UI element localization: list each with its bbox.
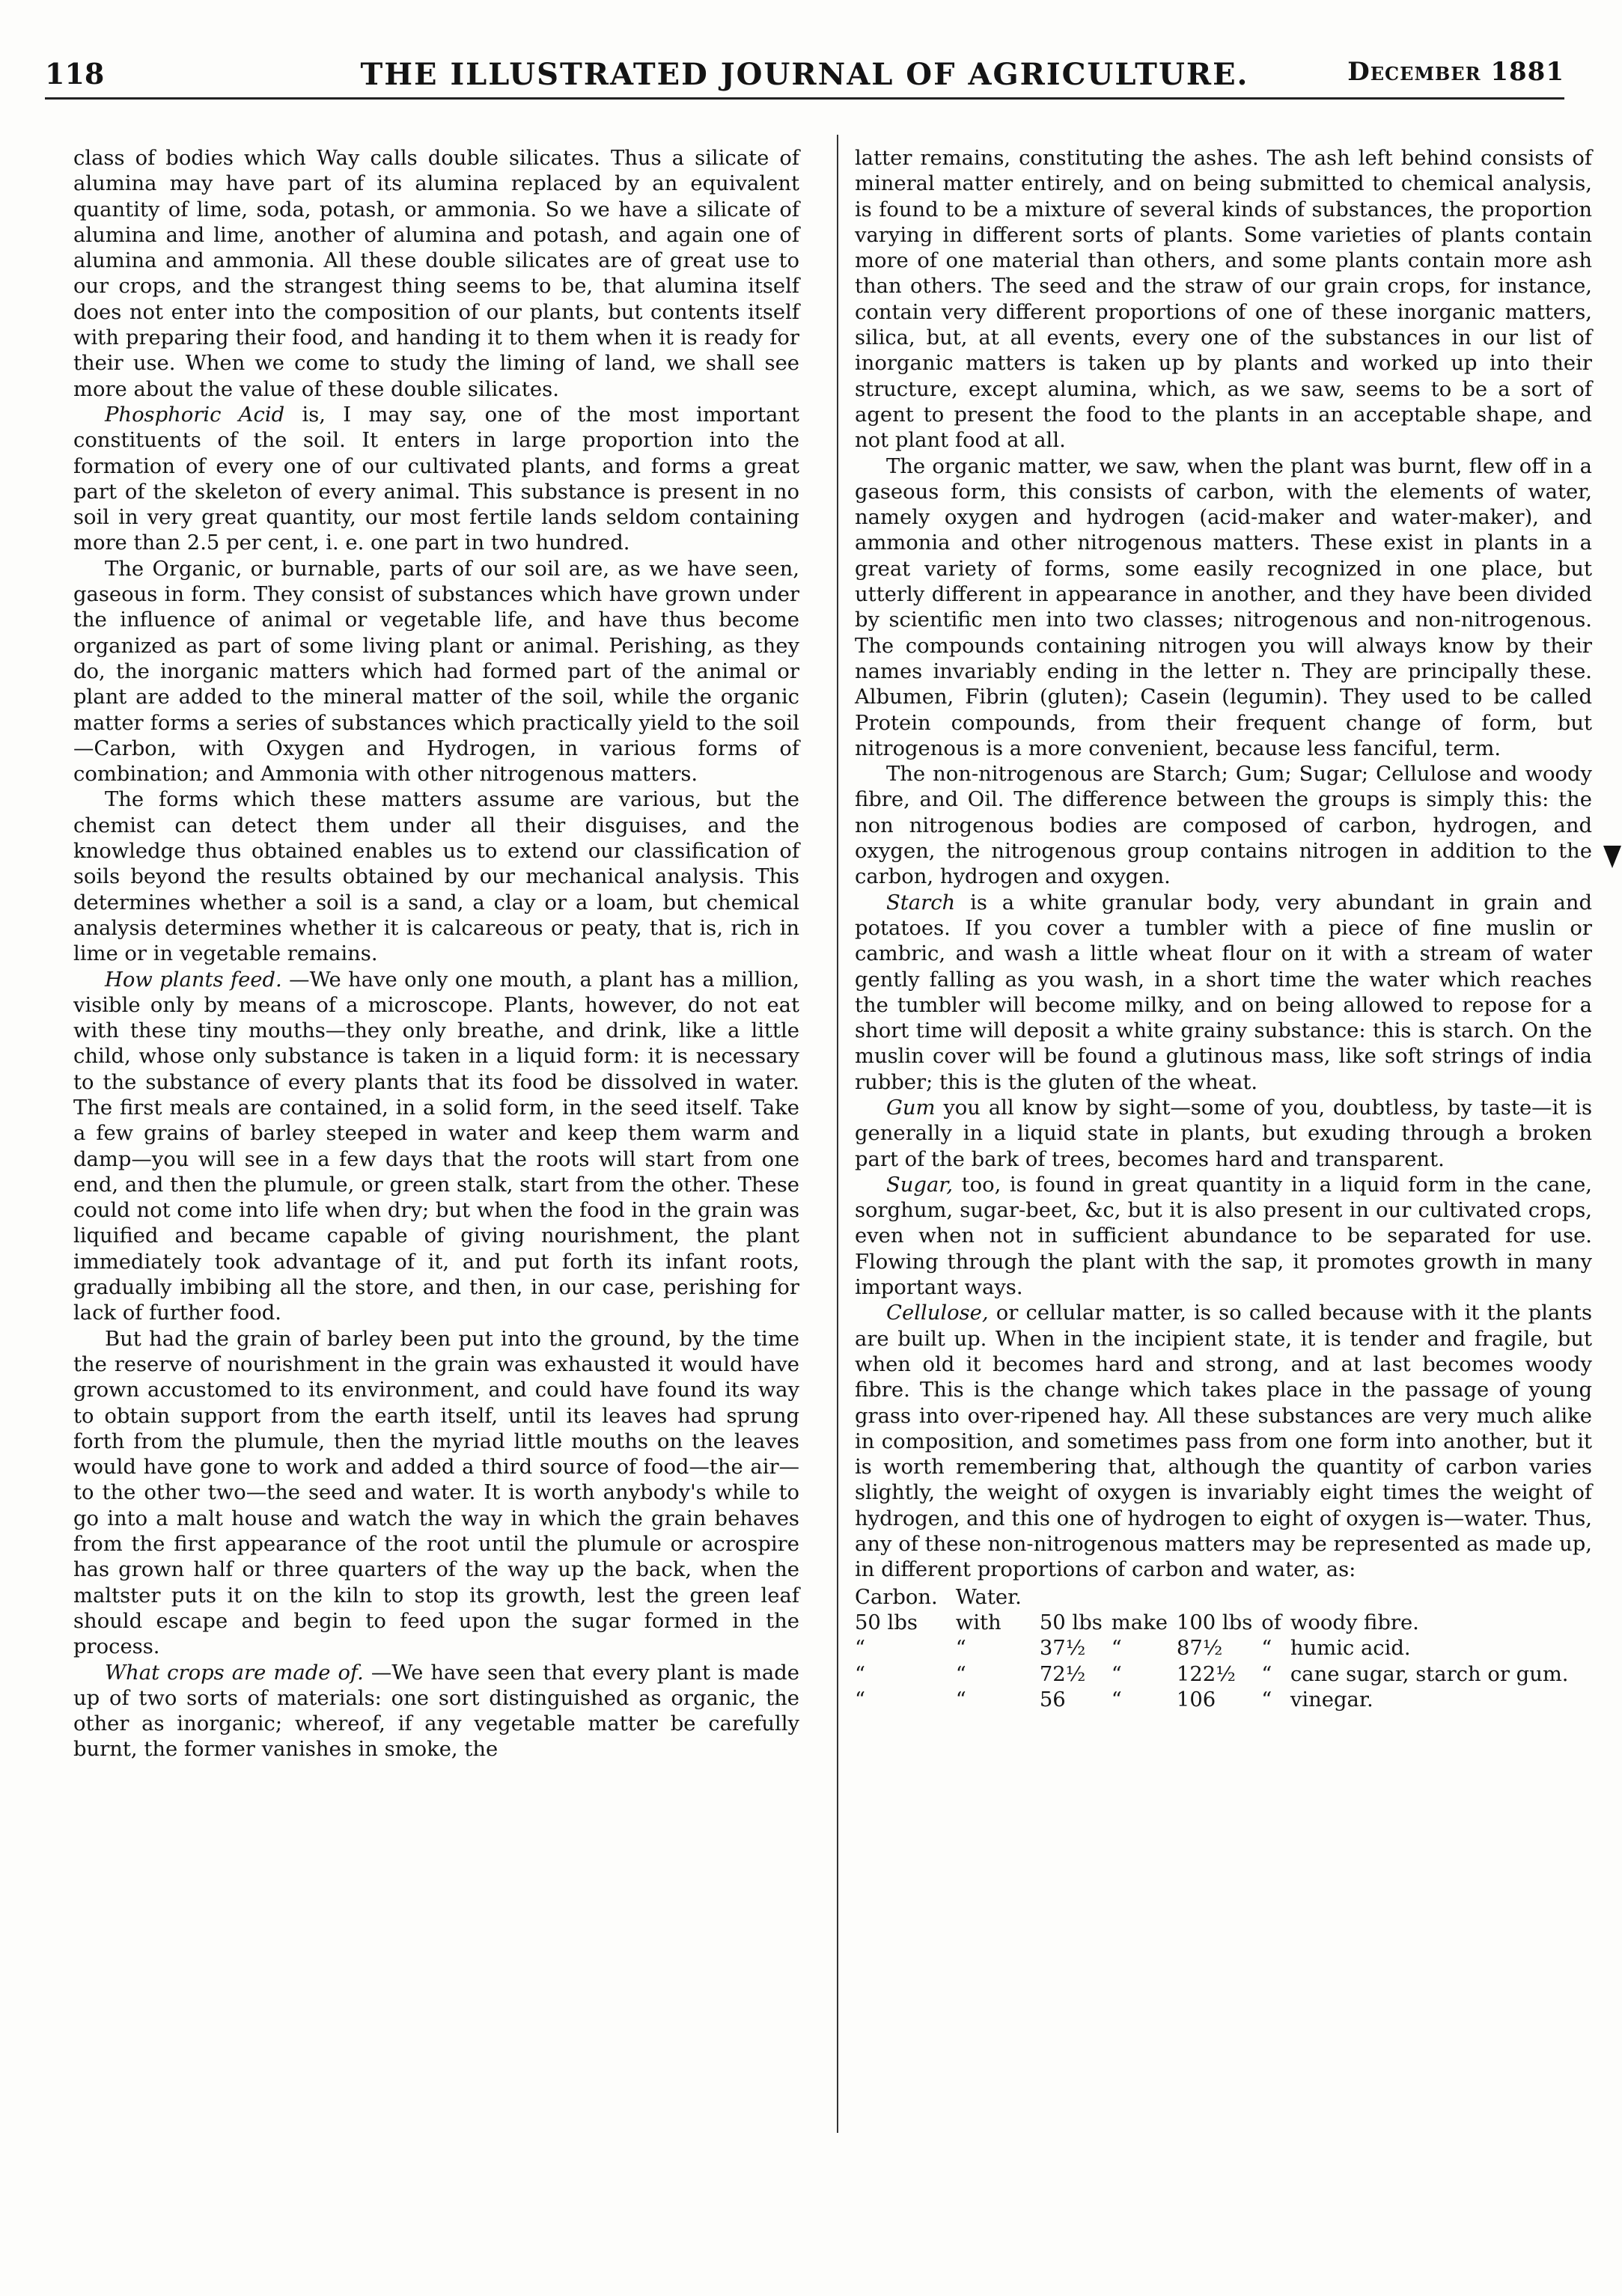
paragraph-text: —We have only one mouth, a plant has a million, visible only by means of a microscope. Plants, however, do not eat with these tiny mouths—they only breathe, and drink, like a little child, whose only substance is taken in a liquid form: it is necessary to the substance of every plants that its food be dissolved in water. The first meals are contained, in a solid form, in the seed itself. Take a few grains of barley steeped in water and keep them warm and damp—you will see in a few days that the roots will start from one end, and then the plumule, or green stalk, start from the other. These could not come into life when dry; but when the food in the grain was liquified and became capable of giving nourishment, the plant immediately took advantage of it, and put forth its infant roots, gradually imbibing all the store, and then, in our case, perishing for lack of further food. — [73, 968, 799, 1325]
paragraph — [855, 1173, 1592, 1301]
table-cell: 87½ — [1176, 1637, 1223, 1661]
table-cell: “ — [1261, 1662, 1272, 1686]
table-cell: 100 lbs — [1176, 1610, 1253, 1634]
table-cell: vinegar. — [1290, 1688, 1373, 1712]
paragraph-text: or cellular matter, is so called because with it the plants are built up. When in the incipient state, it is tender and fragile, but when old it becomes hard and strong, and at last becomes woody fibre. This is the change which takes place in the passage of young grass into over-ripened hay. All these substances are very much alike in composition, and sometimes pass from one form into another, but it is worth remembering that, although the quantity of carbon varies slightly, the weight of oxygen is invariably eight times the weight of hydrogen, and this one of hydrogen to eight of oxygen is—water. Thus, any of these non-nitrogenous matters may be represented as made up, in different proportions of carbon and water, as: — [855, 1301, 1592, 1582]
table-cell: “ — [855, 1662, 866, 1686]
journal-title: THE ILLUSTRATED JOURNAL OF AGRICULTURE. — [360, 57, 1249, 92]
table-cell: “ — [955, 1688, 966, 1712]
paragraph — [855, 146, 1592, 454]
table-cell: “ — [1111, 1688, 1122, 1712]
table-row — [855, 1636, 1578, 1661]
carbon-header: Carbon. — [855, 1585, 938, 1609]
composition-table-header — [855, 1585, 1578, 1610]
paragraph — [73, 146, 799, 403]
table-cell: “ — [955, 1662, 966, 1686]
table-cell: 50 lbs — [1039, 1610, 1103, 1634]
right-column-paragraphs — [855, 146, 1592, 1584]
table-row — [855, 1662, 1578, 1688]
paragraph-lead: Sugar, — [886, 1173, 954, 1197]
paragraph-text: But had the grain of barley been put into the ground, by the time the reserve of nourishment in the grain was exhausted it would have grown accustomed to its environment, and could have found its way to obtain support from the earth itself, until its leaves had sprung forth from the plumule, then the myriad little mouths on the leaves would have gone to work and added a third source of food—the air—to the other two—the seed and water. It is worth anybody's while to go into a malt house and watch the way in which the grain behaves from the first appearance of the root until the plumule or acrospire has grown half or three quarters of the way up the back, when the maltster puts it on the kiln to stop its growth, lest the green leaf should escape and begin to feed upon the sugar formed in the process. — [73, 1327, 799, 1659]
table-cell: 106 — [1176, 1688, 1216, 1712]
table-cell: 56 — [1039, 1688, 1066, 1712]
paragraph-text: you all know by sight—some of you, doubtless, by taste—it is generally in a liquid state in plants, but exuding through a broken part of the bark of trees, becomes hard and transparent. — [855, 1096, 1592, 1171]
table-cell: cane sugar, starch or gum. — [1290, 1662, 1569, 1686]
paragraph — [855, 762, 1592, 890]
paragraph-text: The forms which these matters assume are various, but the chemist can detect them under all their disguises, and the knowledge thus obtained enables us to extend our classification of soils beyond the results obtained by our mechanical analysis. This determines whether a soil is a sand, a clay or a loam, but chemical analysis determines whether it is calcareous or peaty, that is, rich in lime or in vegetable remains. — [73, 788, 799, 966]
table-cell: “ — [855, 1688, 866, 1712]
left-column — [73, 146, 799, 1763]
paragraph — [73, 1327, 799, 1661]
paragraph — [855, 454, 1592, 763]
right-column — [855, 146, 1592, 1713]
issue-date: December 1881 — [1347, 57, 1564, 87]
paragraph-lead: Starch — [886, 891, 956, 915]
paragraph — [73, 968, 799, 1327]
table-cell: 37½ — [1039, 1637, 1086, 1661]
table-cell: “ — [955, 1637, 966, 1661]
column-divider — [837, 135, 838, 2133]
table-cell: 122½ — [1176, 1662, 1236, 1686]
table-cell: “ — [855, 1637, 866, 1661]
table-cell: woody fibre. — [1290, 1610, 1419, 1634]
paragraph-text: The organic matter, we saw, when the plant was burnt, flew off in a gaseous form, this consists of carbon, with the elements of water, namely oxygen and hydrogen (acid-maker and water-maker), and ammonia and other nitrogenous matters. These exist in plants in a great variety of forms, some easily recognized in one place, but utterly different in appearance in another, and they have been divided by scientific men into two classes; nitrogenous and non-nitrogenous. The compounds containing nitrogen you will always know by their names invariably ending in the letter n. They are principally these. Albumen, Fibrin (gluten); Casein (legumin). They used to be called Protein compounds, from their frequent change of form, but nitrogenous is a more convenient, because less fanciful, term. — [855, 454, 1592, 760]
paragraph — [73, 403, 799, 557]
water-header: Water. — [955, 1585, 1022, 1609]
paragraph — [73, 557, 799, 788]
paragraph-text: The non-nitrogenous are Starch; Gum; Sugar; Cellulose and woody fibre, and Oil. The difference between the groups is simply this: the non nitrogenous bodies are composed of carbon, hydrogen, and oxygen, the nitrogenous group contains nitrogen in addition to the carbon, hydrogen and oxygen. — [855, 763, 1592, 889]
paragraph-lead: Phosphoric Acid — [105, 403, 285, 427]
paragraph-text: is, I may say, one of the most important constituents of the soil. It enters in large proportion into the formation of every one of our cultivated plants, and forms a great part of the skeleton of every animal. This substance is present in no soil in very great quantity, our most fertile lands seldom containing more than 2.5 per cent, i. e. one part in two hundred. — [73, 403, 799, 555]
table-cell: “ — [1261, 1637, 1272, 1661]
page-number: 118 — [45, 57, 105, 91]
table-row — [855, 1688, 1578, 1713]
paragraph-text: too, is found in great quantity in a liquid form in the cane, sorghum, sugar-beet, &c, but it is also present in our cultivated crops, even when not in sufficient abundance to be separated for use. Flowing through the plant with the sap, it promotes growth in many important ways. — [855, 1173, 1592, 1300]
paragraph — [855, 891, 1592, 1096]
table-cell: humic acid. — [1290, 1637, 1411, 1661]
paragraph-lead: Cellulose, — [886, 1301, 989, 1325]
paragraph — [73, 787, 799, 967]
table-cell: of — [1261, 1610, 1281, 1634]
paragraph-text: The Organic, or burnable, parts of our soil are, as we have seen, gaseous in form. They consist of substances which have grown under the influence of animal or vegetable life, and have thus become organized as part of some living plant or animal. Perishing, as they do, the inorganic matters which had formed part of the animal or plant are added to the mineral matter of the soil, while the organic matter forms a series of substances which practically yield to the soil—Carbon, with Oxygen and Hydrogen, in various forms of combination; and Ammonia with other nitrogenous matters. — [73, 557, 799, 787]
table-cell: with — [955, 1610, 1001, 1634]
table-cell: “ — [1111, 1637, 1122, 1661]
paragraph — [855, 1301, 1592, 1583]
paragraph — [855, 1096, 1592, 1173]
table-cell: 72½ — [1039, 1662, 1086, 1686]
paragraph-text: is a white granular body, very abundant in grain and potatoes. If you cover a tumbler with a piece of fine muslin or cambric, and wash a little wheat flour on it with a stream of water gently falling as you wash, in a short time the water which reaches the tumbler will become milky, and on being allowed to repose for a short time will deposit a white grainy substance: this is starch. On the muslin cover will be found a glutinous mass, like soft strings of india rubber; this is the gluten of the wheat. — [855, 891, 1592, 1094]
table-cell: 50 lbs — [855, 1610, 918, 1634]
paragraph-text: class of bodies which Way calls double silicates. Thus a silicate of alumina may have part of its alumina replaced by an equivalent quantity of lime, soda, potash, or ammonia. So we have a silicate of alumina and lime, another of alumina and potash, and again one of alumina and ammonia. All these double silicates are of great use to our crops, and the strangest thing seems to be, that alumina itself does not enter into the composition of our plants, but contents itself with preparing their food, and handing it to them when it is ready for their use. When we come to study the liming of land, we shall see more about the value of these double silicates. — [73, 147, 799, 401]
paragraph-text: —We have seen that every plant is made up of two sorts of materials: one sort distinguished as organic, the other as inorganic; whereof, if any vegetable matter be carefully burnt, the former vanishes in smoke, the — [73, 1661, 799, 1762]
table-cell: make — [1111, 1610, 1168, 1634]
table-cell: “ — [1261, 1688, 1272, 1712]
composition-table — [855, 1585, 1578, 1713]
composition-table-body — [855, 1610, 1578, 1713]
page-header — [45, 51, 1564, 100]
paragraph-lead: Gum — [886, 1096, 936, 1120]
paragraph — [73, 1661, 799, 1763]
paragraph-lead: How plants feed. — [105, 968, 282, 992]
paragraph-lead: What crops are made of. — [105, 1661, 364, 1685]
table-cell: “ — [1111, 1662, 1122, 1686]
paragraph-text: latter remains, constituting the ashes. The ash left behind consists of mineral matter entirely, and on being submitted to chemical analysis, is found to be a mixture of several kinds of substances, the proportion varying in different sorts of plants. Some varieties of plants contain more of one material than others, and some plants contain more ash than others. The seed and the straw of our grain crops, for instance, contain very different proportions of one of these inorganic matters, silica, but, at all events, every one of the substances in our list of inorganic matters is taken up by plants and worked up into their structure, except alumina, which, as we saw, seems to be a sort of agent to present the food to the plants in an acceptable shape, and not plant food at all. — [855, 147, 1592, 453]
table-row — [855, 1610, 1578, 1636]
margin-marker-icon — [1603, 846, 1621, 868]
